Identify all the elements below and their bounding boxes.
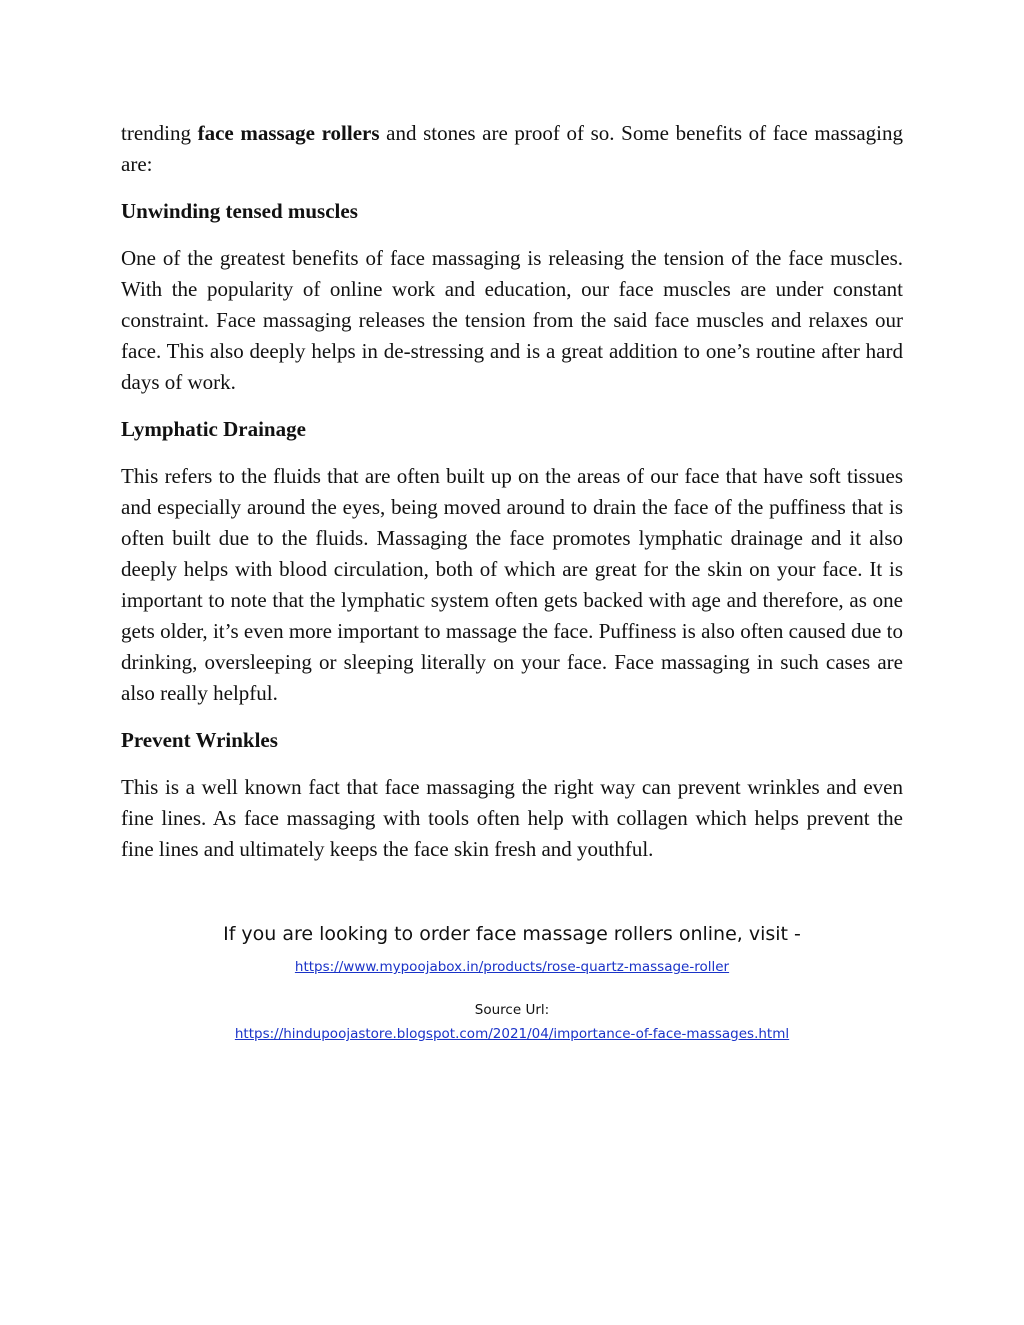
section-heading-wrinkles: Prevent Wrinkles [121,728,278,752]
source-link[interactable]: https://hindupoojastore.blogspot.com/2021/04/importance-of-face-massages.html [234,1026,790,1042]
source-label: Source Url: [474,1002,550,1018]
intro-bold-keyword: face massage rollers [197,121,380,145]
section-body-wrinkles: This is a well known fact that face massaging the right way can prevent wrinkles and even fine lines. As face massaging with tools often help with collagen which helps prevent the fine lines and ultimately keeps the face skin fresh and youthful. [121,775,903,861]
section-heading-lymphatic: Lymphatic Drainage [121,417,306,441]
section-body-lymphatic: This refers to the fluids that are often built up on the areas of our face that have soft tissues and especially around the eyes, being moved around to drain the face of the puffiness that is often built due to the fluids. Massaging the face promotes lymphatic drainage and it also deeply helps with blood circulation, both of which are great for the skin on your face. It is important to note that the lymphatic system often gets backed with age and therefore, as one gets older, it’s even more important to massage the face. Puffiness is also often caused due to drinking, oversleeping or sleeping literally on your face. Face massaging in such cases are also really helpful. [121,464,903,705]
source-link-container [0,1024,1024,1044]
order-call-to-action: If you are looking to order face massage rollers online, visit - [223,923,801,945]
intro-prefix: trending [121,121,198,145]
product-link-container [0,957,1024,977]
intro-paragraph [121,118,903,180]
intro-suffix: and stones are proof of so. Some benefits of face massaging are: [121,121,903,176]
section-body-unwinding: One of the greatest benefits of face massaging is releasing the tension of the face muscles. With the popularity of online work and education, our face muscles are under constant constraint. Face massaging releases the tension from the said face muscles and relaxes our face. This also deeply helps in de-stressing and is a great addition to one’s routine after hard days of work. [121,246,903,394]
section-heading-unwinding: Unwinding tensed muscles [121,199,358,223]
product-link[interactable]: https://www.mypoojabox.in/products/rose-quartz-massage-roller [294,959,730,975]
document-body [121,118,903,881]
